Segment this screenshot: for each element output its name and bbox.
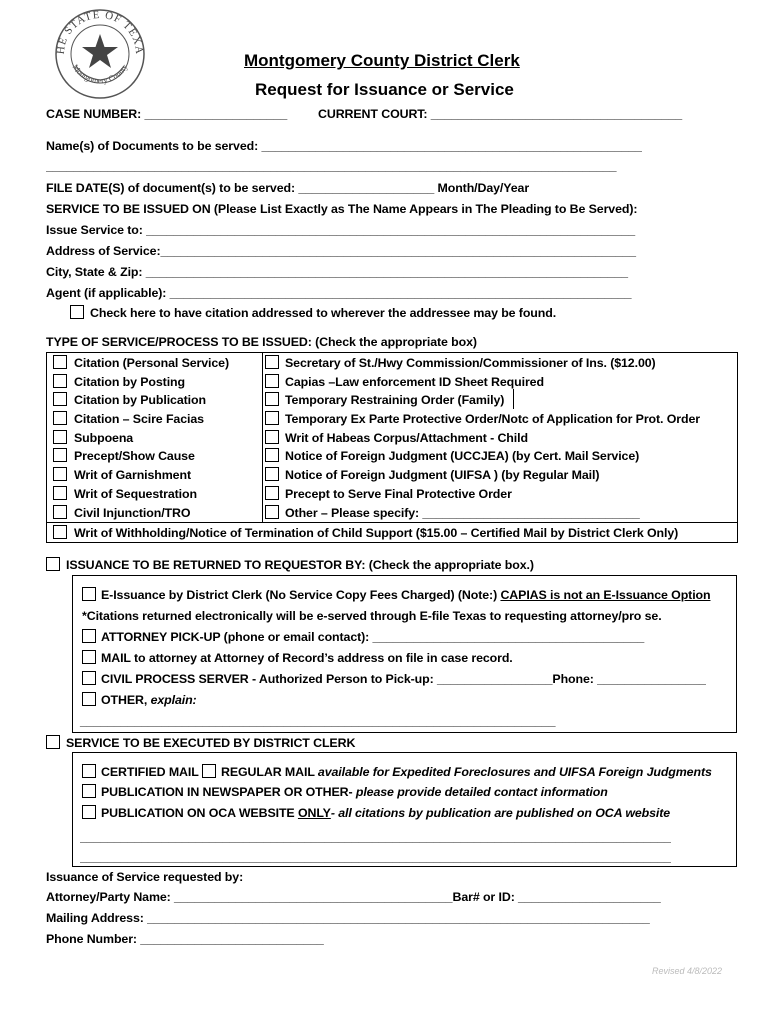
- citation-wherever-found-label: Check here to have citation addressed to wherever the addressee may be found.: [90, 306, 557, 320]
- label-capias: Capias –Law enforcement ID Sheet Required: [285, 375, 544, 389]
- texas-seal-logo: [54, 8, 146, 100]
- current-court-field[interactable]: CURRENT COURT: _____________________________________: [318, 107, 683, 121]
- file-date-field[interactable]: FILE DATE(S) of document(s) to be served: ____________________ Month/Day/Year: [46, 181, 530, 195]
- checkbox-foreign-judgment-uifsa[interactable]: [265, 467, 279, 481]
- execute-notes-line-2[interactable]: _______________________________________________________________________________________: [80, 850, 671, 864]
- citations-note: *Citations returned electronically will be e-served through E-file Texas to requesting attorney/pro se.: [82, 609, 662, 623]
- checkbox-ex-parte-protective-order[interactable]: [265, 411, 279, 425]
- checkbox-issuance-returned[interactable]: [46, 557, 60, 571]
- cell-divider: [513, 389, 514, 409]
- service-type-row-divider: [46, 522, 738, 523]
- label-citation-publication: Citation by Publication: [74, 393, 206, 407]
- label-e-issuance: E-Issuance by District Clerk (No Service Copy Fees Charged) (Note:) CAPIAS is not an E-Issuance Option: [101, 588, 711, 602]
- checkbox-certified-mail[interactable]: [82, 764, 96, 778]
- checkbox-publication-newspaper[interactable]: [82, 784, 96, 798]
- checkbox-citation-posting[interactable]: [53, 374, 67, 388]
- service-type-column-divider: [262, 352, 263, 523]
- label-secretary-of-state: Secretary of St./Hwy Commission/Commissioner of Ins. ($12.00): [285, 356, 656, 370]
- checkbox-attorney-pickup[interactable]: [82, 629, 96, 643]
- service-on-label: SERVICE TO BE ISSUED ON (Please List Exactly as The Name Appears in The Pleading to Be Served):: [46, 202, 638, 216]
- label-ex-parte-protective-order: Temporary Ex Parte Protective Order/Notc of Application for Prot. Order: [285, 412, 700, 426]
- label-mail-attorney: MAIL to attorney at Attorney of Record’s address on file in case record.: [101, 651, 513, 665]
- checkbox-civil-injunction[interactable]: [53, 505, 67, 519]
- mailing-address-field[interactable]: Mailing Address: __________________________________________________________________________: [46, 911, 650, 925]
- label-precept-protective-order: Precept to Serve Final Protective Order: [285, 487, 512, 501]
- requested-by-heading: Issuance of Service requested by:: [46, 870, 244, 884]
- label-foreign-judgment-uifsa: Notice of Foreign Judgment (UIFSA ) (by Regular Mail): [285, 468, 600, 482]
- label-subpoena: Subpoena: [74, 431, 134, 445]
- checkbox-habeas-corpus[interactable]: [265, 430, 279, 444]
- label-publication-newspaper: PUBLICATION IN NEWSPAPER OR OTHER- please provide detailed contact information: [101, 785, 608, 799]
- checkbox-temp-restraining-order[interactable]: [265, 392, 279, 406]
- service-type-heading: TYPE OF SERVICE/PROCESS TO BE ISSUED: (Check the appropriate box): [46, 335, 477, 349]
- label-civil-process-server[interactable]: CIVIL PROCESS SERVER - Authorized Person to Pick-up: _________________Phone: ________________: [101, 672, 706, 686]
- executed-by-clerk-heading: SERVICE TO BE EXECUTED BY DISTRICT CLERK: [66, 736, 356, 750]
- label-citation-posting: Citation by Posting: [74, 375, 185, 389]
- case-number-field[interactable]: CASE NUMBER: _____________________: [46, 107, 288, 121]
- page-title: Montgomery County District Clerk: [244, 51, 520, 70]
- checkbox-capias[interactable]: [265, 374, 279, 388]
- checkbox-publication-oca[interactable]: [82, 805, 96, 819]
- capias-note: CAPIAS is not an E-Issuance Option: [500, 588, 711, 602]
- checkbox-subpoena[interactable]: [53, 430, 67, 444]
- revised-date: Revised 4/8/2022: [652, 966, 723, 976]
- documents-field[interactable]: Name(s) of Documents to be served: ________________________________________________________: [46, 139, 642, 153]
- checkbox-writ-withholding[interactable]: [53, 525, 67, 539]
- agent-field[interactable]: Agent (if applicable): ____________________________________________________________________: [46, 286, 632, 300]
- label-precept-show-cause: Precept/Show Cause: [74, 449, 195, 463]
- attorney-name-field[interactable]: Attorney/Party Name: _________________________________________Bar# or ID: _____________________: [46, 890, 661, 904]
- label-citation-personal: Citation (Personal Service): [74, 356, 229, 370]
- checkbox-precept-show-cause[interactable]: [53, 448, 67, 462]
- issue-service-to-field[interactable]: Issue Service to: ________________________________________________________________________: [46, 223, 636, 237]
- checkbox-precept-protective-order[interactable]: [265, 486, 279, 500]
- documents-field-continued[interactable]: ____________________________________________________________________________________: [46, 159, 617, 173]
- label-citation-scire-facias: Citation – Scire Facias: [74, 412, 204, 426]
- checkbox-citation-personal[interactable]: [53, 355, 67, 369]
- label-temp-restraining-order: Temporary Restraining Order (Family): [285, 393, 505, 407]
- checkbox-foreign-judgment-uccjea[interactable]: [265, 448, 279, 462]
- checkbox-writ-garnishment[interactable]: [53, 467, 67, 481]
- label-writ-withholding: Writ of Withholding/Notice of Termination of Child Support ($15.00 – Certified Mail by District Clerk Only): [74, 526, 679, 540]
- checkbox-citation-publication[interactable]: [53, 392, 67, 406]
- checkbox-e-issuance[interactable]: [82, 587, 96, 601]
- citation-wherever-found-checkbox[interactable]: [70, 305, 84, 319]
- label-attorney-pickup[interactable]: ATTORNEY PICK-UP (phone or email contact): ________________________________________: [101, 630, 645, 644]
- checkbox-secretary-of-state[interactable]: [265, 355, 279, 369]
- checkbox-citation-scire-facias[interactable]: [53, 411, 67, 425]
- label-publication-oca: PUBLICATION ON OCA WEBSITE ONLY- all citations by publication are published on OCA website: [101, 806, 671, 820]
- checkbox-other-return[interactable]: [82, 692, 96, 706]
- address-of-service-field[interactable]: Address of Service:______________________________________________________________________: [46, 244, 636, 258]
- label-writ-garnishment: Writ of Garnishment: [74, 468, 191, 482]
- label-other-return: OTHER, explain:: [101, 693, 197, 707]
- issuance-returned-heading: ISSUANCE TO BE RETURNED TO REQUESTOR BY: (Check the appropriate box.): [66, 558, 534, 572]
- label-habeas-corpus: Writ of Habeas Corpus/Attachment - Child: [285, 431, 528, 445]
- phone-number-field[interactable]: Phone Number: ___________________________: [46, 932, 324, 946]
- checkbox-other-specify[interactable]: [265, 505, 279, 519]
- checkbox-regular-mail[interactable]: [202, 764, 216, 778]
- other-explain-line[interactable]: ______________________________________________________________________: [80, 714, 556, 728]
- checkbox-writ-sequestration[interactable]: [53, 486, 67, 500]
- execute-notes-line-1[interactable]: _______________________________________________________________________________________: [80, 830, 671, 844]
- label-other-specify[interactable]: Other – Please specify: ________________________________: [285, 506, 640, 520]
- svg-text:Montgomery County: Montgomery County: [70, 62, 130, 86]
- label-writ-sequestration: Writ of Sequestration: [74, 487, 197, 501]
- label-certified-mail: CERTIFIED MAIL: [101, 765, 199, 779]
- label-foreign-judgment-uccjea: Notice of Foreign Judgment (UCCJEA) (by Cert. Mail Service): [285, 449, 640, 463]
- svg-text:THE STATE OF TEXAS: HE STATE OF TEXA: [54, 8, 146, 56]
- checkbox-executed-by-clerk[interactable]: [46, 735, 60, 749]
- checkbox-mail-attorney[interactable]: [82, 650, 96, 664]
- label-civil-injunction: Civil Injunction/TRO: [74, 506, 191, 520]
- checkbox-civil-process-server[interactable]: [82, 671, 96, 685]
- page-subtitle: Request for Issuance or Service: [255, 80, 514, 99]
- city-state-zip-field[interactable]: City, State & Zip: _______________________________________________________________________: [46, 265, 628, 279]
- label-regular-mail: REGULAR MAIL available for Expedited Foreclosures and UIFSA Foreign Judgments: [221, 765, 712, 779]
